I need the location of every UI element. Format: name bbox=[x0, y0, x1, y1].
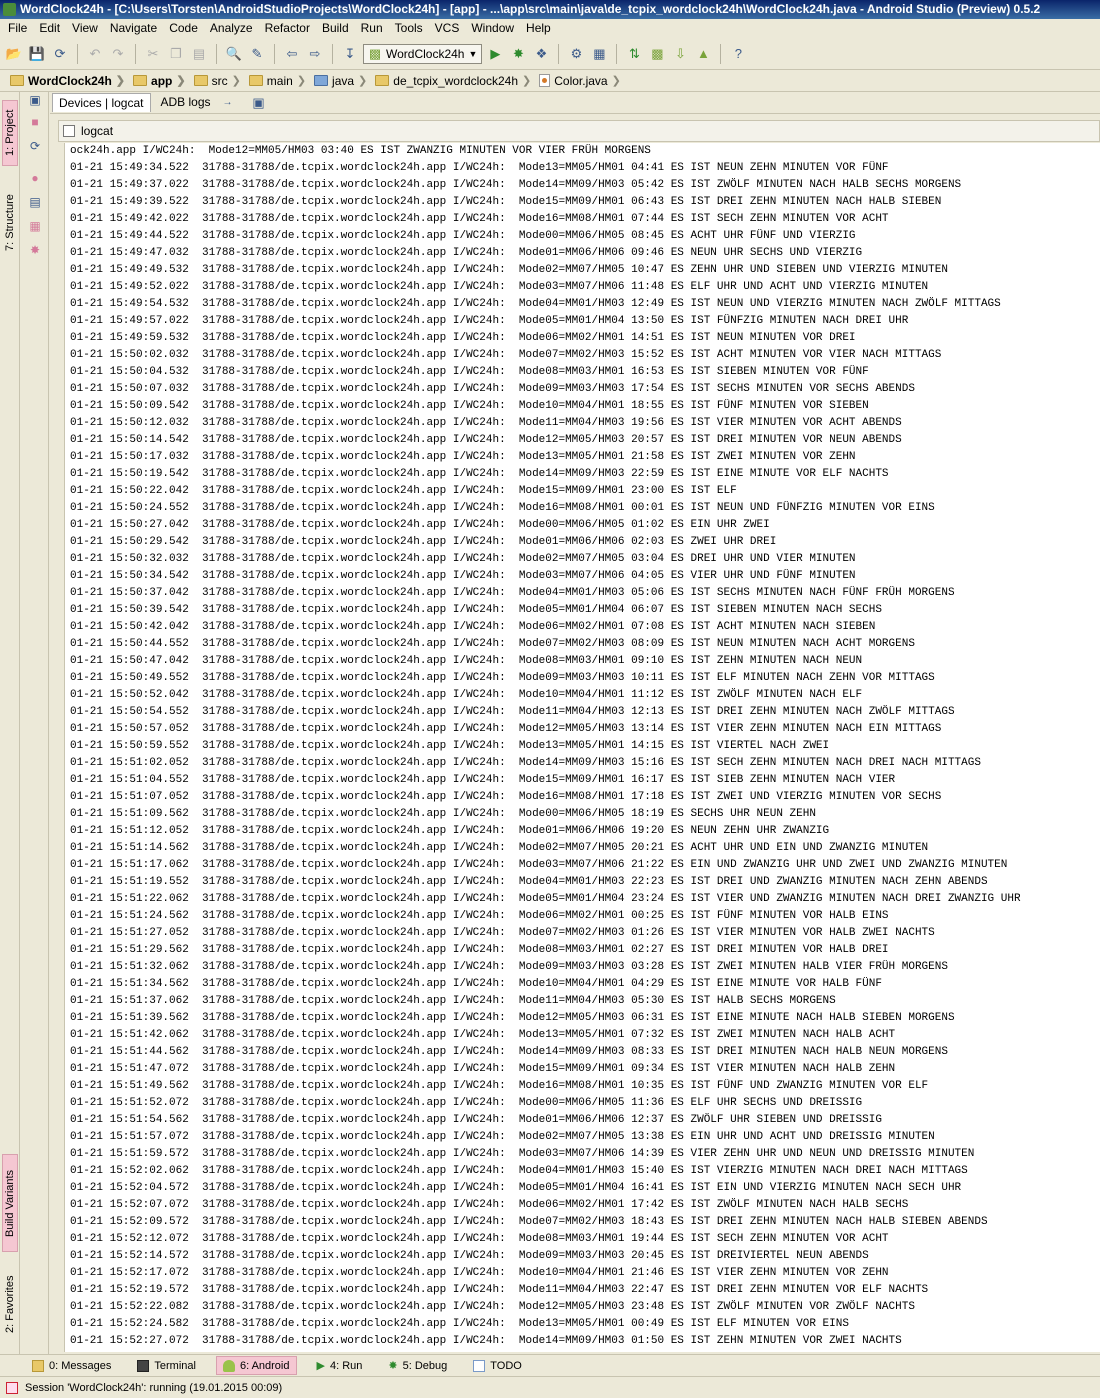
window-title-bar bbox=[0, 0, 1100, 19]
replace-icon[interactable]: ✎ bbox=[251, 45, 263, 61]
project-structure-icon[interactable]: ▦ bbox=[593, 45, 606, 61]
log-line: 01-21 15:50:54.552 31788-31788/de.tcpix.wordclock24h.app I/WC24h: Mode11=MM04/HM03 12:13 ES IST DREI ZEHN MINUTEN NACH ZWÖLF MITTAGS bbox=[70, 706, 955, 718]
log-line: 01-21 15:50:34.542 31788-31788/de.tcpix.wordclock24h.app I/WC24h: Mode03=MM07/HM06 04:05 ES VIER UHR UND FÜNF MINUTEN bbox=[70, 570, 856, 582]
toolbar-separator bbox=[77, 44, 78, 64]
log-line: 01-21 15:52:04.572 31788-31788/de.tcpix.wordclock24h.app I/WC24h: Mode05=MM01/HM04 16:41 ES IST EIN UND VIERZIG MINUTEN NACH SECH UHR bbox=[70, 1182, 962, 1194]
log-line: 01-21 15:52:19.572 31788-31788/de.tcpix.wordclock24h.app I/WC24h: Mode11=MM04/HM03 22:47 ES IST DREI ZEHN MINUTEN VOR ELF NACHTS bbox=[70, 1284, 929, 1296]
find-icon[interactable]: 🔍 bbox=[225, 45, 243, 61]
android-icon: ▩ bbox=[368, 45, 382, 61]
log-line: 01-21 15:52:14.572 31788-31788/de.tcpix.wordclock24h.app I/WC24h: Mode09=MM03/HM03 20:45 ES IST DREIVIERTEL NEUN ABENDS bbox=[70, 1250, 869, 1262]
log-line: 01-21 15:50:52.042 31788-31788/de.tcpix.wordclock24h.app I/WC24h: Mode10=MM04/HM01 11:12 ES IST ZWÖLF MINUTEN NACH ELF bbox=[70, 689, 863, 701]
log-line: 01-21 15:51:37.062 31788-31788/de.tcpix.wordclock24h.app I/WC24h: Mode11=MM04/HM03 05:30 ES IST HALB SECHS MORGENS bbox=[70, 995, 836, 1007]
log-line: 01-21 15:51:27.052 31788-31788/de.tcpix.wordclock24h.app I/WC24h: Mode07=MM02/HM03 01:26 ES IST VIER MINUTEN VOR HALB ZWEI NACHTS bbox=[70, 927, 935, 939]
chevron-right-icon: ❯ bbox=[176, 75, 186, 87]
android-studio-icon bbox=[3, 3, 16, 16]
log-line: 01-21 15:49:49.532 31788-31788/de.tcpix.wordclock24h.app I/WC24h: Mode02=MM07/HM05 10:47 ES ZEHN UHR UND SIEBEN UND VIERZIG MINUTEN bbox=[70, 264, 948, 276]
make-project-icon[interactable]: ↧ bbox=[344, 45, 356, 61]
paste-icon[interactable]: ▤ bbox=[192, 45, 206, 61]
log-line: 01-21 15:51:09.562 31788-31788/de.tcpix.wordclock24h.app I/WC24h: Mode00=MM06/HM05 18:19 ES SECHS UHR NEUN ZEHN bbox=[70, 808, 816, 820]
toolbar-separator bbox=[135, 44, 136, 64]
menu-edit[interactable]: Edit bbox=[39, 21, 61, 35]
navigation-breadcrumb bbox=[0, 70, 1100, 92]
folder-icon bbox=[249, 75, 263, 86]
tool-tab-structure[interactable]: 7: Structure bbox=[4, 194, 16, 252]
arrow-right-icon[interactable]: → bbox=[222, 97, 233, 108]
tab-devices-logcat[interactable]: Devices | logcat bbox=[52, 93, 151, 112]
folder-icon bbox=[194, 75, 208, 86]
breadcrumb-label: app bbox=[151, 73, 173, 88]
log-line: 01-21 15:51:59.572 31788-31788/de.tcpix.wordclock24h.app I/WC24h: Mode03=MM07/HM06 14:39 ES VIER ZEHN UHR UND NEUN UND DREISSIG MINUTEN bbox=[70, 1148, 975, 1160]
log-line: 01-21 15:51:57.072 31788-31788/de.tcpix.wordclock24h.app I/WC24h: Mode02=MM07/HM05 13:38 ES EIN UHR UND ACHT UND DREISSIG MINUTEN bbox=[70, 1131, 935, 1143]
log-line: 01-21 15:49:44.522 31788-31788/de.tcpix.wordclock24h.app I/WC24h: Mode00=MM06/HM05 08:45 ES ACHT UHR FÜNF UND VIERZIG bbox=[70, 230, 856, 242]
settings-icon[interactable]: ⚙ bbox=[570, 45, 583, 61]
breadcrumb-label: java bbox=[332, 73, 355, 88]
terminate-icon[interactable]: ● bbox=[31, 171, 39, 185]
main-toolbar bbox=[0, 38, 1100, 70]
folder-icon bbox=[133, 75, 147, 86]
log-line: 01-21 15:50:22.042 31788-31788/de.tcpix.wordclock24h.app I/WC24h: Mode15=MM09/HM01 23:00 ES IST ELF bbox=[70, 485, 737, 497]
menu-code[interactable]: Code bbox=[169, 21, 198, 35]
todo-icon bbox=[473, 1360, 485, 1372]
android-panel-tools bbox=[21, 92, 49, 1354]
tool-tab-android[interactable] bbox=[216, 1356, 297, 1375]
run-icon[interactable]: ▶ bbox=[490, 45, 501, 61]
folder-icon bbox=[10, 75, 24, 86]
log-line: 01-21 15:50:42.042 31788-31788/de.tcpix.wordclock24h.app I/WC24h: Mode06=MM02/HM01 07:08 ES IST ACHT MINUTEN NACH SIEBEN bbox=[70, 621, 876, 633]
log-line: 01-21 15:52:24.582 31788-31788/de.tcpix.wordclock24h.app I/WC24h: Mode13=MM05/HM01 00:49 ES IST ELF MINUTEN VOR EINS bbox=[70, 1318, 849, 1330]
messages-icon bbox=[32, 1360, 44, 1372]
debug-icon[interactable]: ✸ bbox=[512, 45, 524, 61]
log-line: 01-21 15:49:39.522 31788-31788/de.tcpix.wordclock24h.app I/WC24h: Mode15=MM09/HM01 06:43 ES IST DREI ZEHN MINUTEN NACH HALB SIEBEN bbox=[70, 196, 942, 208]
log-line: 01-21 15:51:17.062 31788-31788/de.tcpix.wordclock24h.app I/WC24h: Mode03=MM07/HM06 21:22 ES EIN UND ZWANZIG UHR UND ZWEI UND ZWANZIG MINUTEN bbox=[70, 859, 1008, 871]
menu-navigate[interactable]: Navigate bbox=[109, 21, 158, 35]
chevron-right-icon: ❯ bbox=[522, 75, 532, 87]
log-line: 01-21 15:52:22.082 31788-31788/de.tcpix.wordclock24h.app I/WC24h: Mode12=MM05/HM03 23:48 ES IST ZWÖLF MINUTEN VOR ZWÖLF NACHTS bbox=[70, 1301, 915, 1313]
log-line: 01-21 15:49:52.022 31788-31788/de.tcpix.wordclock24h.app I/WC24h: Mode03=MM07/HM06 11:48 ES ELF UHR UND ACHT UND VIERZIG MINUTEN bbox=[70, 281, 929, 293]
log-line: 01-21 15:51:44.562 31788-31788/de.tcpix.wordclock24h.app I/WC24h: Mode14=MM09/HM03 08:33 ES IST DREI MINUTEN NACH HALB NEUN MORGENS bbox=[70, 1046, 948, 1058]
log-line: 01-21 15:50:02.032 31788-31788/de.tcpix.wordclock24h.app I/WC24h: Mode07=MM02/HM03 15:52 ES IST ACHT MINUTEN VOR VIER NACH MITTAGS bbox=[70, 349, 942, 361]
tool-tab-label: TODO bbox=[490, 1359, 522, 1372]
log-line: 01-21 15:50:14.542 31788-31788/de.tcpix.wordclock24h.app I/WC24h: Mode12=MM05/HM03 20:57 ES IST DREI MINUTEN VOR NEUN ABENDS bbox=[70, 434, 902, 446]
redo-icon[interactable]: ↷ bbox=[112, 45, 124, 61]
tool-tab-messages[interactable] bbox=[26, 1356, 117, 1375]
tool-tab-build-variants[interactable]: Build Variants bbox=[2, 1154, 18, 1252]
toolbar-separator bbox=[274, 44, 275, 64]
java-class-icon bbox=[539, 74, 550, 87]
run-configuration-select[interactable] bbox=[363, 44, 482, 64]
log-line: 01-21 15:51:04.552 31788-31788/de.tcpix.wordclock24h.app I/WC24h: Mode15=MM09/HM01 16:17 ES IST SIEB ZEHN MINUTEN NACH VIER bbox=[70, 774, 896, 786]
undo-icon[interactable]: ↶ bbox=[89, 45, 101, 61]
tool-tab-run[interactable] bbox=[311, 1356, 369, 1375]
log-line: 01-21 15:51:02.052 31788-31788/de.tcpix.wordclock24h.app I/WC24h: Mode14=MM09/HM03 15:16 ES IST SECH ZEHN MINUTEN NACH DREI NACH MITTAGS bbox=[70, 757, 981, 769]
log-line: 01-21 15:51:34.562 31788-31788/de.tcpix.wordclock24h.app I/WC24h: Mode10=MM04/HM01 04:29 ES IST EINE MINUTE VOR HALB FÜNF bbox=[70, 978, 882, 990]
toolbar-separator bbox=[216, 44, 217, 64]
android-icon bbox=[223, 1360, 235, 1372]
log-line: 01-21 15:51:49.562 31788-31788/de.tcpix.wordclock24h.app I/WC24h: Mode16=MM08/HM01 10:35 ES IST FÜNF UND ZWANZIG MINUTEN VOR ELF bbox=[70, 1080, 929, 1092]
log-line: 01-21 15:49:47.032 31788-31788/de.tcpix.wordclock24h.app I/WC24h: Mode01=MM06/HM06 09:46 ES NEUN UHR SECHS UND VIERZIG bbox=[70, 247, 863, 259]
log-line: 01-21 15:51:14.562 31788-31788/de.tcpix.wordclock24h.app I/WC24h: Mode02=MM07/HM05 20:21 ES ACHT UHR UND EIN UND ZWANZIG MINUTEN bbox=[70, 842, 929, 854]
save-icon[interactable]: 💾 bbox=[28, 45, 46, 61]
terminal-icon bbox=[137, 1360, 149, 1372]
menu-help[interactable]: Help bbox=[526, 21, 551, 35]
sync-gradle-icon[interactable]: ⇅ bbox=[628, 45, 640, 61]
screen-capture-icon[interactable]: ▣ bbox=[29, 93, 41, 107]
sync-icon[interactable]: ⟳ bbox=[54, 45, 66, 61]
status-text: Session 'WordClock24h': running (19.01.2015 00:09) bbox=[25, 1381, 283, 1394]
log-line: 01-21 15:50:59.552 31788-31788/de.tcpix.wordclock24h.app I/WC24h: Mode13=MM05/HM01 14:15 ES IST VIERTEL NACH ZWEI bbox=[70, 740, 830, 752]
log-line: 01-21 15:50:04.532 31788-31788/de.tcpix.wordclock24h.app I/WC24h: Mode08=MM03/HM01 16:53 ES IST SIEBEN MINUTEN VOR FÜNF bbox=[70, 366, 869, 378]
logcat-header bbox=[58, 120, 1100, 142]
menu-bar bbox=[0, 19, 1100, 38]
memory-icon[interactable]: ▦ bbox=[29, 219, 41, 233]
tool-tab-label: 0: Messages bbox=[49, 1359, 112, 1372]
log-lines bbox=[70, 160, 1100, 1350]
folder-icon bbox=[314, 75, 328, 86]
log-line: 01-21 15:50:57.052 31788-31788/de.tcpix.wordclock24h.app I/WC24h: Mode12=MM05/HM03 13:14 ES IST VIER ZEHN MINUTEN NACH EIN MITTAGS bbox=[70, 723, 942, 735]
breadcrumb-package[interactable] bbox=[373, 72, 537, 90]
log-line: 01-21 15:49:57.022 31788-31788/de.tcpix.wordclock24h.app I/WC24h: Mode05=MM01/HM04 13:50 ES IST FÜNFZIG MINUTEN NACH DREI UHR bbox=[70, 315, 909, 327]
menu-refactor[interactable]: Refactor bbox=[264, 21, 310, 35]
breadcrumb-label: de_tcpix_wordclock24h bbox=[393, 73, 519, 88]
log-line: 01-21 15:52:17.072 31788-31788/de.tcpix.wordclock24h.app I/WC24h: Mode10=MM04/HM01 21:46 ES IST VIER ZEHN MINUTEN VOR ZEHN bbox=[70, 1267, 889, 1279]
restore-layout-icon[interactable]: ▣ bbox=[252, 94, 265, 110]
breadcrumb-label: src bbox=[211, 73, 228, 88]
log-line: 01-21 15:50:09.542 31788-31788/de.tcpix.wordclock24h.app I/WC24h: Mode10=MM04/HM01 18:55 ES IST FÜNF MINUTEN VOR SIEBEN bbox=[70, 400, 869, 412]
forward-icon[interactable]: ⇨ bbox=[309, 45, 321, 61]
chevron-right-icon: ❯ bbox=[231, 75, 241, 87]
menu-vcs[interactable]: VCS bbox=[434, 21, 460, 35]
stop-icon[interactable]: ■ bbox=[31, 115, 39, 129]
log-line: 01-21 15:49:42.022 31788-31788/de.tcpix.wordclock24h.app I/WC24h: Mode16=MM08/HM01 07:44 ES IST SECH ZEHN MINUTEN VOR ACHT bbox=[70, 213, 889, 225]
package-icon bbox=[375, 75, 389, 86]
log-line: 01-21 15:50:12.032 31788-31788/de.tcpix.wordclock24h.app I/WC24h: Mode11=MM04/HM03 19:56 ES IST VIER MINUTEN VOR ACHT ABENDS bbox=[70, 417, 902, 429]
menu-tools[interactable]: Tools bbox=[394, 21, 423, 35]
log-line: 01-21 15:51:32.062 31788-31788/de.tcpix.wordclock24h.app I/WC24h: Mode09=MM03/HM03 03:28 ES IST ZWEI MINUTEN HALB VIER FRÜH MORGENS bbox=[70, 961, 948, 973]
log-line: 01-21 15:50:37.042 31788-31788/de.tcpix.wordclock24h.app I/WC24h: Mode04=MM01/HM03 05:06 ES IST SECHS MINUTEN NACH FÜNF FRÜH MORGENS bbox=[70, 587, 955, 599]
menu-build[interactable]: Build bbox=[321, 21, 349, 35]
toolbar-separator bbox=[720, 44, 721, 64]
chevron-right-icon: ❯ bbox=[296, 75, 307, 87]
logcat-title: logcat bbox=[81, 124, 114, 138]
log-line: 01-21 15:52:12.072 31788-31788/de.tcpix.wordclock24h.app I/WC24h: Mode08=MM03/HM01 19:44 ES IST SECH ZEHN MINUTEN VOR ACHT bbox=[70, 1233, 889, 1245]
cut-icon[interactable]: ✂ bbox=[147, 45, 159, 61]
log-line: 01-21 15:52:09.572 31788-31788/de.tcpix.wordclock24h.app I/WC24h: Mode07=MM02/HM03 18:43 ES IST DREI ZEHN MINUTEN NACH HALB SIEBEN ABENDS bbox=[70, 1216, 988, 1228]
log-line: 01-21 15:51:42.062 31788-31788/de.tcpix.wordclock24h.app I/WC24h: Mode13=MM05/HM01 07:32 ES IST ZWEI MINUTEN NACH HALB ACHT bbox=[70, 1029, 896, 1041]
log-line: 01-21 15:51:52.072 31788-31788/de.tcpix.wordclock24h.app I/WC24h: Mode00=MM06/HM05 11:36 ES ELF UHR SECHS UND DREISSIG bbox=[70, 1097, 863, 1109]
tool-tab-debug[interactable] bbox=[382, 1356, 453, 1375]
log-line: 01-21 15:50:49.552 31788-31788/de.tcpix.wordclock24h.app I/WC24h: Mode09=MM03/HM03 10:11 ES IST ELF MINUTEN NACH ZEHN VOR MITTAGS bbox=[70, 672, 935, 684]
gc-icon[interactable]: ✸ bbox=[29, 243, 41, 257]
android-panel-header bbox=[50, 92, 1100, 114]
log-line: 01-21 15:51:47.072 31788-31788/de.tcpix.wordclock24h.app I/WC24h: Mode15=MM09/HM01 09:34 ES IST VIER MINUTEN NACH HALB ZEHN bbox=[70, 1063, 896, 1075]
breadcrumb-label: main bbox=[266, 73, 293, 88]
logcat-output[interactable] bbox=[64, 143, 1100, 1352]
tool-tab-project[interactable]: 1: Project bbox=[2, 100, 18, 166]
log-line: 01-21 15:51:29.562 31788-31788/de.tcpix.wordclock24h.app I/WC24h: Mode08=MM03/HM01 02:27 ES IST DREI MINUTEN VOR HALB DREI bbox=[70, 944, 889, 956]
log-line: 01-21 15:52:07.072 31788-31788/de.tcpix.wordclock24h.app I/WC24h: Mode06=MM02/HM01 17:42 ES IST ZWÖLF MINUTEN NACH HALB SECHS bbox=[70, 1199, 909, 1211]
chevron-right-icon: ❯ bbox=[611, 75, 621, 87]
log-line: 01-21 15:51:22.062 31788-31788/de.tcpix.wordclock24h.app I/WC24h: Mode05=MM01/HM04 23:24 ES IST VIER UND ZWANZIG MINUTEN NACH DREI ZWANZIG UHR bbox=[70, 893, 1021, 905]
tab-adb-logs[interactable]: ADB logs bbox=[160, 95, 211, 109]
menu-window[interactable]: Window bbox=[471, 21, 515, 35]
breadcrumb-file[interactable] bbox=[537, 72, 627, 90]
breadcrumb-app[interactable] bbox=[131, 72, 192, 90]
restart-icon[interactable]: ⟳ bbox=[29, 139, 41, 153]
logcat-icon bbox=[63, 125, 75, 137]
bottom-tool-tabs bbox=[0, 1354, 1100, 1376]
status-bar bbox=[0, 1376, 1100, 1398]
tool-tab-terminal[interactable] bbox=[131, 1356, 202, 1375]
attach-debugger-icon[interactable]: ❖ bbox=[535, 45, 548, 61]
menu-file[interactable]: File bbox=[8, 21, 28, 35]
log-line: 01-21 15:49:59.532 31788-31788/de.tcpix.wordclock24h.app I/WC24h: Mode06=MM02/HM01 14:51 ES IST NEUN MINUTEN VOR DREI bbox=[70, 332, 856, 344]
session-status-icon bbox=[6, 1382, 18, 1394]
ddms-icon[interactable]: ▲ bbox=[696, 46, 710, 61]
breadcrumb-main[interactable] bbox=[247, 72, 312, 90]
open-folder-icon[interactable]: 📂 bbox=[5, 45, 23, 61]
tool-tab-todo[interactable] bbox=[467, 1356, 528, 1375]
chevron-right-icon: ❯ bbox=[115, 75, 126, 87]
log-line: 01-21 15:49:37.022 31788-31788/de.tcpix.wordclock24h.app I/WC24h: Mode14=MM09/HM03 05:42 ES IST ZWÖLF MINUTEN NACH HALB SECHS MORGENS bbox=[70, 179, 962, 191]
log-line: 01-21 15:50:27.042 31788-31788/de.tcpix.wordclock24h.app I/WC24h: Mode00=MM06/HM05 01:02 ES EIN UHR ZWEI bbox=[70, 519, 770, 531]
tool-tab-label: 4: Run bbox=[329, 1359, 363, 1372]
log-line: 01-21 15:51:54.562 31788-31788/de.tcpix.wordclock24h.app I/WC24h: Mode01=MM06/HM06 12:37 ES ZWÖLF UHR SIEBEN UND DREISSIG bbox=[70, 1114, 882, 1126]
log-line: 01-21 15:51:19.552 31788-31788/de.tcpix.wordclock24h.app I/WC24h: Mode04=MM01/HM03 22:23 ES IST DREI UND ZWANZIG MINUTEN NACH ZEHN ABENDS bbox=[70, 876, 988, 888]
menu-analyze[interactable]: Analyze bbox=[209, 21, 253, 35]
debug-icon: ✸ bbox=[388, 1360, 398, 1372]
left-tool-strip bbox=[0, 92, 20, 1354]
log-line: 01-21 15:49:34.522 31788-31788/de.tcpix.wordclock24h.app I/WC24h: Mode13=MM05/HM01 04:41 ES IST NEUN ZEHN MINUTEN VOR FÜNF bbox=[70, 162, 889, 174]
layout-icon[interactable]: ▤ bbox=[29, 195, 41, 209]
breadcrumb-label: WordClock24h bbox=[28, 73, 112, 88]
breadcrumb-src[interactable] bbox=[192, 72, 247, 90]
tool-tab-label: 5: Debug bbox=[402, 1359, 448, 1372]
sdk-manager-icon[interactable]: ⇩ bbox=[674, 45, 686, 61]
log-line: 01-21 15:52:02.062 31788-31788/de.tcpix.wordclock24h.app I/WC24h: Mode04=MM01/HM03 15:40 ES IST VIERZIG MINUTEN NACH DREI NACH MITTAGS bbox=[70, 1165, 968, 1177]
log-line: 01-21 15:49:54.532 31788-31788/de.tcpix.wordclock24h.app I/WC24h: Mode04=MM01/HM03 12:49 ES IST NEUN UND VIERZIG MINUTEN NACH ZWÖLF MITTAGS bbox=[70, 298, 1001, 310]
log-line: 01-21 15:50:29.542 31788-31788/de.tcpix.wordclock24h.app I/WC24h: Mode01=MM06/HM06 02:03 ES ZWEI UHR DREI bbox=[70, 536, 777, 548]
toolbar-separator bbox=[616, 44, 617, 64]
menu-view[interactable]: View bbox=[72, 21, 98, 35]
run-icon: ▶ bbox=[316, 1360, 325, 1372]
tool-tab-favorites[interactable]: 2: Favorites bbox=[4, 1275, 16, 1333]
log-line: 01-21 15:51:12.052 31788-31788/de.tcpix.wordclock24h.app I/WC24h: Mode01=MM06/HM06 19:20 ES NEUN ZEHN UHR ZWANZIG bbox=[70, 825, 830, 837]
run-configuration-label: WordClock24h bbox=[386, 46, 465, 61]
toolbar-separator bbox=[332, 44, 333, 64]
log-line: 01-21 15:50:24.552 31788-31788/de.tcpix.wordclock24h.app I/WC24h: Mode16=MM08/HM01 00:01 ES IST NEUN UND FÜNFZIG MINUTEN VOR EINS bbox=[70, 502, 935, 514]
tool-tab-label: 6: Android bbox=[239, 1359, 290, 1372]
window-title: WordClock24h - [C:\Users\Torsten\AndroidStudioProjects\WordClock24h] - [app] - ...\app\src\main\java\de_tcpix_wordclock24h\WordClock24h.java - Android Studio (Preview) 0.5.2 bbox=[20, 2, 1041, 16]
avd-manager-icon[interactable]: ▩ bbox=[651, 45, 664, 61]
back-icon[interactable]: ⇦ bbox=[286, 45, 298, 61]
toolbar-separator bbox=[558, 44, 559, 64]
log-line: 01-21 15:50:17.032 31788-31788/de.tcpix.wordclock24h.app I/WC24h: Mode13=MM05/HM01 21:58 ES IST ZWEI MINUTEN VOR ZEHN bbox=[70, 451, 856, 463]
help-icon[interactable]: ? bbox=[734, 46, 743, 61]
log-line: 01-21 15:50:32.032 31788-31788/de.tcpix.wordclock24h.app I/WC24h: Mode02=MM07/HM05 03:04 ES DREI UHR UND VIER MINUTEN bbox=[70, 553, 856, 565]
log-line: 01-21 15:50:47.042 31788-31788/de.tcpix.wordclock24h.app I/WC24h: Mode08=MM03/HM01 09:10 ES IST ZEHN MINUTEN NACH NEUN bbox=[70, 655, 863, 667]
log-line: 01-21 15:51:24.562 31788-31788/de.tcpix.wordclock24h.app I/WC24h: Mode06=MM02/HM01 00:25 ES IST FÜNF MINUTEN VOR HALB EINS bbox=[70, 910, 889, 922]
menu-run[interactable]: Run bbox=[360, 21, 383, 35]
log-line: 01-21 15:52:27.072 31788-31788/de.tcpix.wordclock24h.app I/WC24h: Mode14=MM09/HM03 01:50 ES IST ZEHN MINUTEN VOR ZWEI NACHTS bbox=[70, 1335, 902, 1347]
log-line: ock24h.app I/WC24h: Mode12=MM05/HM03 03:40 ES IST ZWANZIG MINUTEN VOR VIER FRÜH MORGENS bbox=[70, 145, 651, 157]
tool-tab-label: Terminal bbox=[154, 1359, 196, 1372]
copy-icon[interactable]: ❐ bbox=[170, 45, 182, 61]
breadcrumb-label: Color.java bbox=[554, 73, 608, 88]
chevron-down-icon: ▼ bbox=[468, 48, 478, 59]
log-line: 01-21 15:50:19.542 31788-31788/de.tcpix.wordclock24h.app I/WC24h: Mode14=MM09/HM03 22:59 ES IST EINE MINUTE VOR ELF NACHTS bbox=[70, 468, 889, 480]
breadcrumb-project[interactable] bbox=[8, 72, 131, 90]
log-line: 01-21 15:50:44.552 31788-31788/de.tcpix.wordclock24h.app I/WC24h: Mode07=MM02/HM03 08:09 ES IST NEUN MINUTEN NACH ACHT MORGENS bbox=[70, 638, 915, 650]
chevron-right-icon: ❯ bbox=[358, 75, 368, 87]
log-line: 01-21 15:50:39.542 31788-31788/de.tcpix.wordclock24h.app I/WC24h: Mode05=MM01/HM04 06:07 ES IST SIEBEN MINUTEN NACH SECHS bbox=[70, 604, 882, 616]
log-line: 01-21 15:51:39.562 31788-31788/de.tcpix.wordclock24h.app I/WC24h: Mode12=MM05/HM03 06:31 ES IST EINE MINUTE NACH HALB SIEBEN MORGENS bbox=[70, 1012, 955, 1024]
breadcrumb-java[interactable] bbox=[312, 72, 373, 90]
log-line: 01-21 15:51:07.052 31788-31788/de.tcpix.wordclock24h.app I/WC24h: Mode16=MM08/HM01 17:18 ES IST ZWEI UND VIERZIG MINUTEN VOR SECHS bbox=[70, 791, 942, 803]
log-line: 01-21 15:50:07.032 31788-31788/de.tcpix.wordclock24h.app I/WC24h: Mode09=MM03/HM03 17:54 ES IST SECHS MINUTEN VOR SECHS ABENDS bbox=[70, 383, 915, 395]
